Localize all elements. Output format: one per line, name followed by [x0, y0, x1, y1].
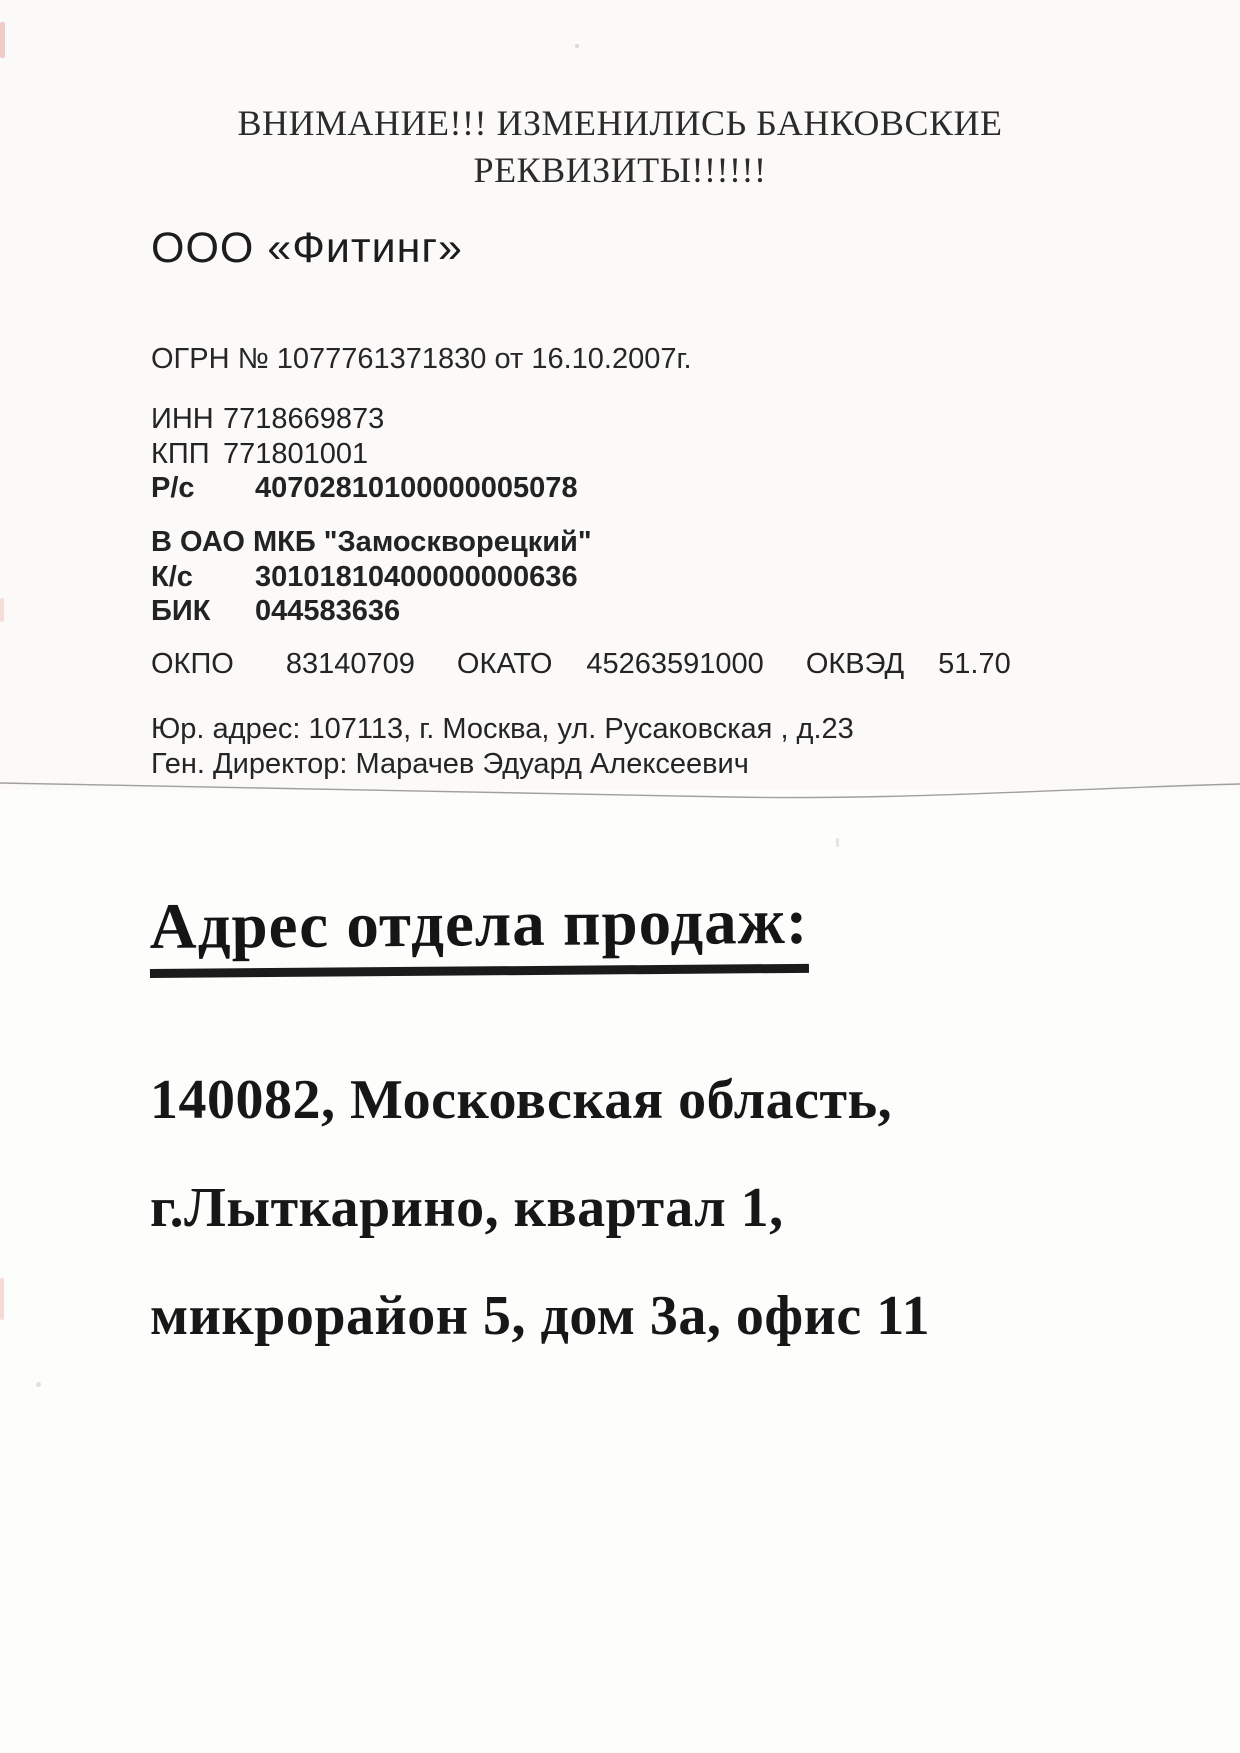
bank-requisites-block	[151, 525, 592, 629]
okato-value: 45263591000	[586, 648, 764, 680]
corr-account-row	[151, 560, 592, 595]
kpp-row	[151, 437, 578, 472]
corr-account-label: К/с	[151, 560, 193, 593]
inn-value: 7718669873	[223, 403, 385, 435]
warning-line-1: ВНИМАНИЕ!!! ИЗМЕНИЛИСЬ БАНКОВСКИЕ	[237, 103, 1003, 143]
corr-account-value: 30101810400000000636	[255, 560, 578, 593]
inn-label: ИНН	[151, 403, 214, 435]
okved-label: ОКВЭД	[805, 648, 905, 680]
sales-department-address	[150, 1046, 930, 1370]
bik-row	[151, 594, 592, 629]
sales-address-line-1: 140082, Московская область,	[150, 1069, 893, 1131]
settlement-account-value: 40702810100000005078	[255, 472, 578, 504]
bik-label: БИК	[151, 595, 211, 627]
settlement-account-label: Р/с	[151, 472, 195, 504]
settlement-account-row	[151, 471, 578, 506]
warning-line-2: РЕКВИЗИТЫ!!!!!!	[473, 150, 767, 190]
okpo-value: 83140709	[285, 648, 415, 680]
okved-value: 51.70	[938, 648, 1011, 680]
kpp-label: КПП	[151, 437, 210, 470]
kpp-value: 771801001	[223, 437, 369, 470]
okato-label: ОКАТО	[456, 648, 553, 680]
sales-address-line-2: г.Лыткарино, квартал 1,	[150, 1177, 784, 1239]
sales-address-line-3: микрорайон 5, дом 3а, офис 11	[150, 1285, 931, 1347]
bank-name-line: В ОАО МКБ "Замоскворецкий"	[151, 526, 592, 558]
bik-value: 044583636	[255, 595, 401, 627]
okpo-label: ОКПО	[151, 648, 234, 680]
tax-requisites-block	[151, 402, 578, 506]
inn-row	[151, 402, 578, 437]
warning-heading	[0, 100, 1240, 194]
director-line: Ген. Директор: Марачев Эдуард Алексеевич	[151, 748, 749, 780]
ogrn-line: ОГРН № 1077761371830 от 16.10.2007г.	[151, 343, 692, 375]
legal-address-line: Юр. адрес: 107113, г. Москва, ул. Русаковская , д.23	[151, 713, 854, 745]
statistics-codes-row	[151, 648, 1011, 681]
company-name: ООО «Фитинг»	[151, 224, 463, 272]
sales-department-heading: Адрес отдела продаж:	[149, 885, 808, 978]
